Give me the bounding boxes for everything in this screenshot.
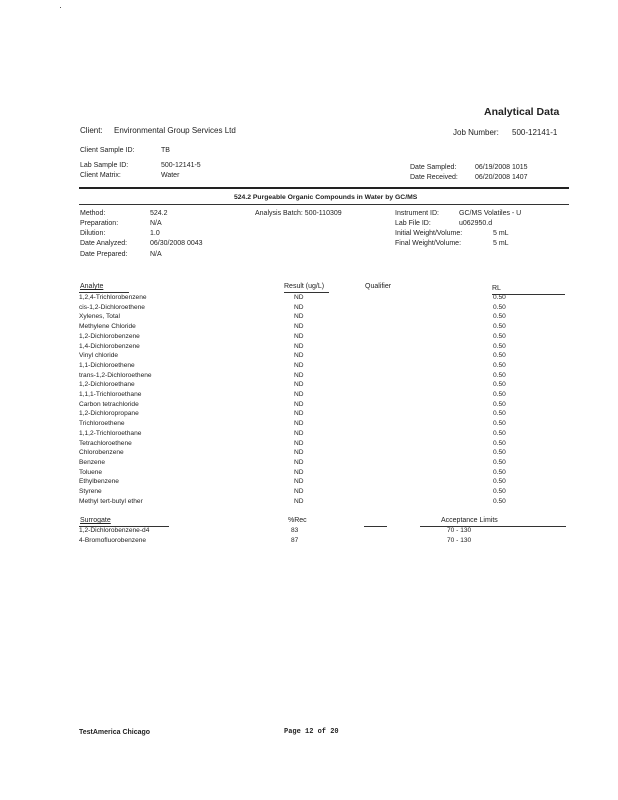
client-matrix-label: Client Matrix: (80, 172, 121, 179)
rec-value: 83 (291, 527, 299, 534)
col-result: Result (ug/L) (284, 283, 325, 290)
result-value: ND (294, 449, 304, 457)
analyte-name: 1,2-Dichloroethane (79, 381, 135, 389)
col-qualifier: Qualifier (365, 283, 392, 290)
analyte-name: Tetrachloroethene (79, 439, 132, 447)
analyte-name: 1,2-Dichlorobenzene (79, 332, 140, 340)
analyte-name: 1,2,4-Trichlorobenzene (79, 294, 147, 301)
table-row (79, 372, 569, 382)
date-received-label: Date Received: (410, 174, 458, 181)
table-row (79, 478, 569, 488)
analyte-name: Styrene (79, 488, 102, 495)
rl-value: 0.50 (493, 420, 506, 428)
rl-value: 0.50 (493, 391, 506, 398)
rl-value: 0.50 (493, 400, 506, 408)
rl-value: 0.50 (493, 313, 506, 321)
method-label: Method: (80, 210, 106, 217)
limits-value: 70 - 130 (447, 536, 472, 544)
analyte-name: 1,2-Dichloropropane (79, 410, 139, 418)
col-rl: RL (492, 285, 501, 292)
table-row (79, 459, 569, 469)
footer-page-number: Page 12 of 20 (284, 728, 339, 736)
dilution-value: 1.0 (150, 230, 160, 237)
rl-value: 0.50 (493, 303, 506, 311)
result-value: ND (294, 488, 304, 495)
analyte-name: 1,1,2-Trichloroethane (79, 429, 142, 437)
rec-value: 87 (291, 536, 299, 544)
rl-value: 0.50 (493, 429, 506, 437)
table-row (79, 498, 569, 508)
analyte-name: Carbon tetrachloride (79, 400, 139, 408)
rl-value: 0.50 (493, 323, 506, 331)
rl-value: 0.50 (493, 352, 506, 360)
analyte-name: Ethylbenzene (79, 478, 119, 486)
limits-value: 70 - 130 (447, 527, 472, 534)
result-value: ND (294, 429, 304, 437)
initial-volume-value: 5 mL (493, 230, 509, 237)
result-value: ND (294, 294, 304, 301)
result-value: ND (294, 497, 304, 505)
table-row (79, 381, 569, 391)
rl-value: 0.50 (493, 439, 506, 447)
date-analyzed-label: Date Analyzed: (80, 240, 128, 247)
footer-lab-name: TestAmerica Chicago (79, 729, 151, 736)
final-volume-value: 5 mL (493, 240, 509, 247)
preparation-value: N/A (150, 220, 162, 227)
analyte-name: trans-1,2-Dichloroethene (79, 371, 152, 379)
rl-value: 0.50 (493, 371, 506, 379)
method-divider (79, 204, 569, 205)
table-row (79, 488, 569, 498)
client-sample-label: Client Sample ID: (80, 147, 135, 154)
lab-sample-value: 500-12141-5 (161, 162, 201, 169)
instrument-label: Instrument ID: (395, 210, 439, 217)
job-number-label: Job Number: (453, 128, 499, 137)
date-prepared-label: Date Prepared: (80, 251, 128, 258)
rl-value: 0.50 (493, 410, 506, 418)
analyte-name: Vinyl chloride (79, 352, 119, 360)
lab-file-label: Lab File ID: (395, 220, 431, 227)
table-row (79, 333, 569, 343)
table-row (79, 343, 569, 353)
surrogate-row (79, 527, 569, 537)
date-analyzed-value: 06/30/2008 0043 (150, 240, 203, 247)
analyte-name: 1,1,1-Trichloroethane (79, 391, 142, 398)
final-volume-label: Final Weight/Volume: (395, 240, 462, 247)
analyte-name: Toluene (79, 468, 103, 476)
col-surrogate: Surrogate (80, 517, 111, 524)
result-value: ND (294, 332, 304, 340)
rl-value: 0.50 (493, 332, 506, 340)
result-value: ND (294, 478, 304, 486)
lab-sample-label: Lab Sample ID: (80, 162, 129, 169)
header-divider (79, 187, 569, 189)
col-rec: %Rec (288, 517, 307, 524)
client-sample-value: TB (161, 147, 170, 154)
rl-value: 0.50 (493, 449, 506, 457)
analyte-name: 1,1-Dichloroethene (79, 361, 135, 369)
table-row (79, 391, 569, 401)
scan-speck (60, 7, 61, 8)
date-received-value: 06/20/2008 1407 (475, 174, 528, 181)
date-sampled-value: 06/19/2008 1015 (475, 164, 528, 171)
page-title: Analytical Data (484, 106, 560, 118)
table-row (79, 420, 569, 430)
initial-volume-label: Initial Weight/Volume: (395, 230, 463, 237)
result-value: ND (294, 381, 304, 389)
result-value: ND (294, 391, 304, 398)
result-value: ND (294, 303, 304, 311)
result-value: ND (294, 361, 304, 369)
analyte-name: 1,4-Dichlorobenzene (79, 342, 140, 350)
result-value: ND (294, 313, 304, 321)
analyte-name: Benzene (79, 458, 106, 466)
table-row (79, 410, 569, 420)
table-row (79, 362, 569, 372)
preparation-label: Preparation: (80, 220, 119, 227)
table-row (79, 323, 569, 333)
result-value: ND (294, 420, 304, 428)
client-matrix-value: Water (161, 172, 180, 179)
date-sampled-label: Date Sampled: (410, 164, 457, 171)
rl-value: 0.50 (493, 497, 506, 505)
analyte-name: Methyl tert-butyl ether (79, 497, 143, 505)
result-value: ND (294, 400, 304, 408)
rl-value: 0.50 (493, 478, 506, 486)
table-row (79, 352, 569, 362)
result-value: ND (294, 352, 304, 360)
surrogate-row (79, 537, 569, 547)
col-acceptance-limits: Acceptance Limits (441, 517, 498, 524)
lab-file-value: u062950.d (459, 220, 493, 227)
rl-value: 0.50 (493, 488, 506, 495)
rl-value: 0.50 (493, 361, 506, 369)
table-row (79, 304, 569, 314)
analyte-underline (79, 292, 129, 293)
method-title: 524.2 Purgeable Organic Compounds in Water by GC/MS (234, 194, 418, 201)
analyte-name: Trichloroethene (79, 420, 125, 428)
result-value: ND (294, 458, 304, 466)
result-value: ND (294, 439, 304, 447)
table-row (79, 294, 569, 304)
analyte-name: Xylenes, Total (79, 313, 120, 321)
rl-value: 0.50 (493, 342, 506, 350)
result-value: ND (294, 342, 304, 350)
result-underline (284, 292, 329, 293)
method-value: 524.2 (150, 210, 168, 217)
client-value: Environmental Group Services Ltd (114, 126, 236, 135)
table-row (79, 449, 569, 459)
table-row (79, 440, 569, 450)
dilution-label: Dilution: (80, 230, 106, 237)
table-row (79, 401, 569, 411)
rl-value: 0.50 (493, 468, 506, 476)
date-prepared-value: N/A (150, 251, 162, 258)
instrument-value: GC/MS Volatiles - U (459, 210, 522, 217)
result-value: ND (294, 371, 304, 379)
analyte-name: cis-1,2-Dichloroethene (79, 303, 145, 311)
result-value: ND (294, 323, 304, 331)
col-analyte: Analyte (80, 283, 104, 290)
table-row (79, 469, 569, 479)
analyte-name: Chlorobenzene (79, 449, 124, 457)
table-row (79, 313, 569, 323)
analyte-name: Methylene Chloride (79, 323, 136, 331)
result-value: ND (294, 410, 304, 418)
rl-value: 0.50 (493, 458, 506, 466)
surrogate-name: 4-Bromofluorobenzene (79, 536, 147, 544)
rl-value: 0.50 (493, 381, 506, 389)
client-label: Client: (80, 126, 103, 135)
table-row (79, 430, 569, 440)
rl-value: 0.50 (493, 294, 506, 301)
analysis-batch: Analysis Batch: 500-110309 (255, 210, 342, 217)
surrogate-name: 1,2-Dichlorobenzene-d4 (79, 527, 150, 534)
job-number-value: 500-12141-1 (512, 128, 558, 137)
result-value: ND (294, 468, 304, 476)
